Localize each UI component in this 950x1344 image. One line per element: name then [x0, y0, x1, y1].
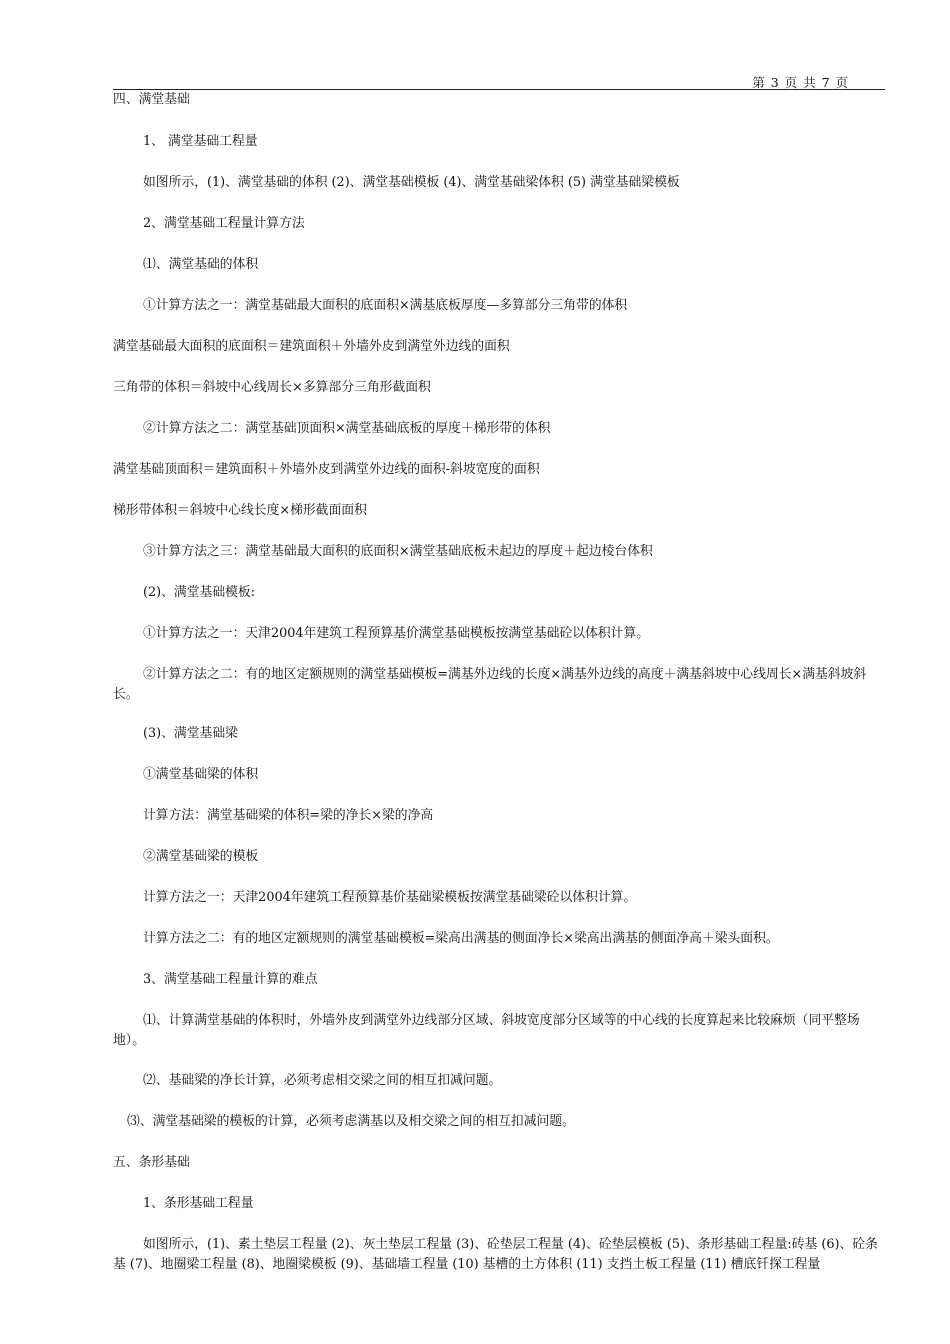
paragraph: ③计算方法之三：满堂基础最大面积的底面积×满堂基础底板未起边的厚度＋起边棱台体积: [143, 544, 653, 559]
section-heading-4: 四、满堂基础: [113, 92, 190, 107]
paragraph: ⑵、基础梁的净长计算，必须考虑相交梁之间的相互扣减问题。: [143, 1073, 502, 1088]
paragraph: ⑶、满堂基础梁的模板的计算，必须考虑满基以及相交梁之间的相互扣减问题。: [127, 1114, 575, 1129]
item-heading: ①满堂基础梁的体积: [143, 767, 259, 782]
item-heading: (2)、满堂基础模板:: [143, 585, 256, 600]
formula-line: 三角带的体积＝斜坡中心线周长×多算部分三角形截面积: [113, 380, 431, 395]
paragraph: 计算方法之二：有的地区定额规则的满堂基础模板=梁高出满基的侧面净长×梁高出满基的侧面净高＋梁头面积。: [143, 931, 779, 946]
formula-line: 满堂基础顶面积＝建筑面积＋外墙外皮到满堂外边线的面积-斜坡宽度的面积: [113, 462, 540, 477]
paragraph: ⑴、计算满堂基础的体积时，外墙外皮到满堂外边线部分区域、斜坡宽度部分区域等的中心线的长度算起来比较麻烦（同平整场地）。: [113, 1013, 860, 1048]
formula-line: 梯形带体积＝斜坡中心线长度×梯形截面面积: [113, 503, 367, 518]
paragraph: ②计算方法之二：有的地区定额规则的满堂基础模板=满基外边线的长度×满基外边线的高度＋满基斜坡中心线周长×满基斜坡斜长。: [113, 667, 867, 702]
paragraph: ①计算方法之一：满堂基础最大面积的底面积×满基底板厚度—多算部分三角带的体积: [143, 298, 628, 313]
item-heading: (3)、满堂基础梁: [143, 726, 238, 741]
page-number: 第 3 页 共 7 页: [752, 75, 849, 90]
page-header: [113, 72, 885, 90]
paragraph: ②计算方法之二：满堂基础顶面积×满堂基础底板的厚度＋梯形带的体积: [143, 421, 551, 436]
paragraph: ①计算方法之一：天津2004年建筑工程预算基价满堂基础模板按满堂基础砼以体积计算。: [143, 626, 650, 641]
subsection-heading: 1、 满堂基础工程量: [143, 134, 258, 149]
paragraph: 如图所示，(1)、素土垫层工程量 (2)、灰土垫层工程量 (3)、砼垫层工程量 (4)、砼垫层模板 (5)、条形基础工程量:砖基 (6)、砼条基 (7)、地圈梁工程量 (8)、地圈梁模板 (9)、基础墙工程量 (10) 基槽的土方体积 (11) 支挡土板工程量 (11) 槽底钎探工程量: [113, 1237, 878, 1272]
subsection-heading: 3、满堂基础工程量计算的难点: [143, 972, 318, 987]
subsection-heading: 2、满堂基础工程量计算方法: [143, 216, 305, 231]
paragraph: 计算方法：满堂基础梁的体积=梁的净长×梁的净高: [143, 808, 434, 823]
item-heading: ⑴、满堂基础的体积: [143, 257, 259, 272]
item-heading: ②满堂基础梁的模板: [143, 849, 259, 864]
section-heading-5: 五、条形基础: [113, 1155, 190, 1170]
paragraph: 计算方法之一：天津2004年建筑工程预算基价基础梁模板按满堂基础梁砼以体积计算。: [143, 890, 637, 905]
formula-line: 满堂基础最大面积的底面积＝建筑面积＋外墙外皮到满堂外边线的面积: [113, 339, 510, 354]
subsection-heading: 1、条形基础工程量: [143, 1196, 254, 1211]
paragraph: 如图所示，(1)、满堂基础的体积 (2)、满堂基础模板 (4)、满堂基础梁体积 (5) 满堂基础梁模板: [143, 175, 680, 190]
